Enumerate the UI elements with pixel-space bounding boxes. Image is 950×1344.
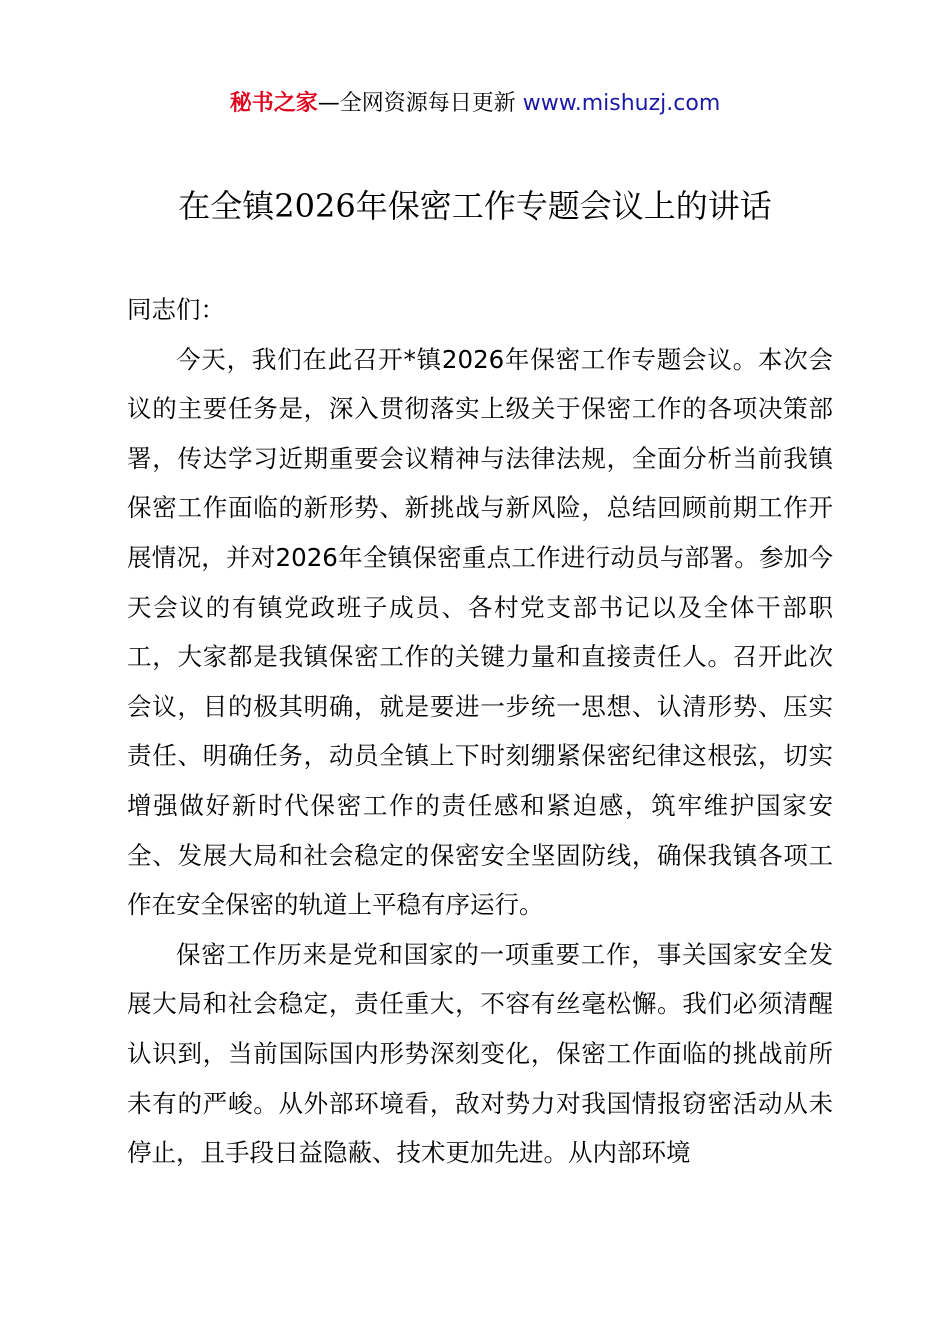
site-header (0, 88, 950, 120)
paragraph: 今天，我们在此召开*镇2026年保密工作专题会议。本次会议的主要任务是，深入贯彻落实上级关于保密工作的各项决策部署，传达学习近期重要会议精神与法律法规，全面分析当前我镇保密工作面临的新形势、新挑战与新风险，总结回顾前期工作开展情况，并对2026年全镇保密重点工作进行动员与部署。参加今天会议的有镇党政班子成员、各村党支部书记以及全体干部职工，大家都是我镇保密工作的关键力量和直接责任人。召开此次会议，目的极其明确，就是要进一步统一思想、认清形势、压实责任、明确任务，动员全镇上下时刻绷紧保密纪律这根弦，切实增强做好新时代保密工作的责任感和紧迫感，筑牢维护国家安全、发展大局和社会稳定的保密安全坚固防线，确保我镇各项工作在安全保密的轨道上平稳有序运行。 (127, 344, 833, 920)
document-title: 在全镇2026年保密工作专题会议上的讲话 (178, 187, 772, 225)
document-body (127, 285, 833, 1178)
site-tagline: —全网资源每日更新 (317, 91, 523, 116)
site-brand: 秘书之家 (229, 91, 318, 116)
salutation: 同志们： (127, 295, 225, 324)
site-url-link[interactable]: www.mishuzj.com (522, 91, 721, 116)
paragraph: 保密工作历来是党和国家的一项重要工作，事关国家安全发展大局和社会稳定，责任重大，不容有丝毫松懈。我们必须清醒认识到，当前国际国内形势深刻变化，保密工作面临的挑战前所未有的严峻。从外部环境看，敌对势力对我国情报窃密活动从未停止，且手段日益隐蔽、技术更加先进。从内部环境 (127, 939, 833, 1168)
